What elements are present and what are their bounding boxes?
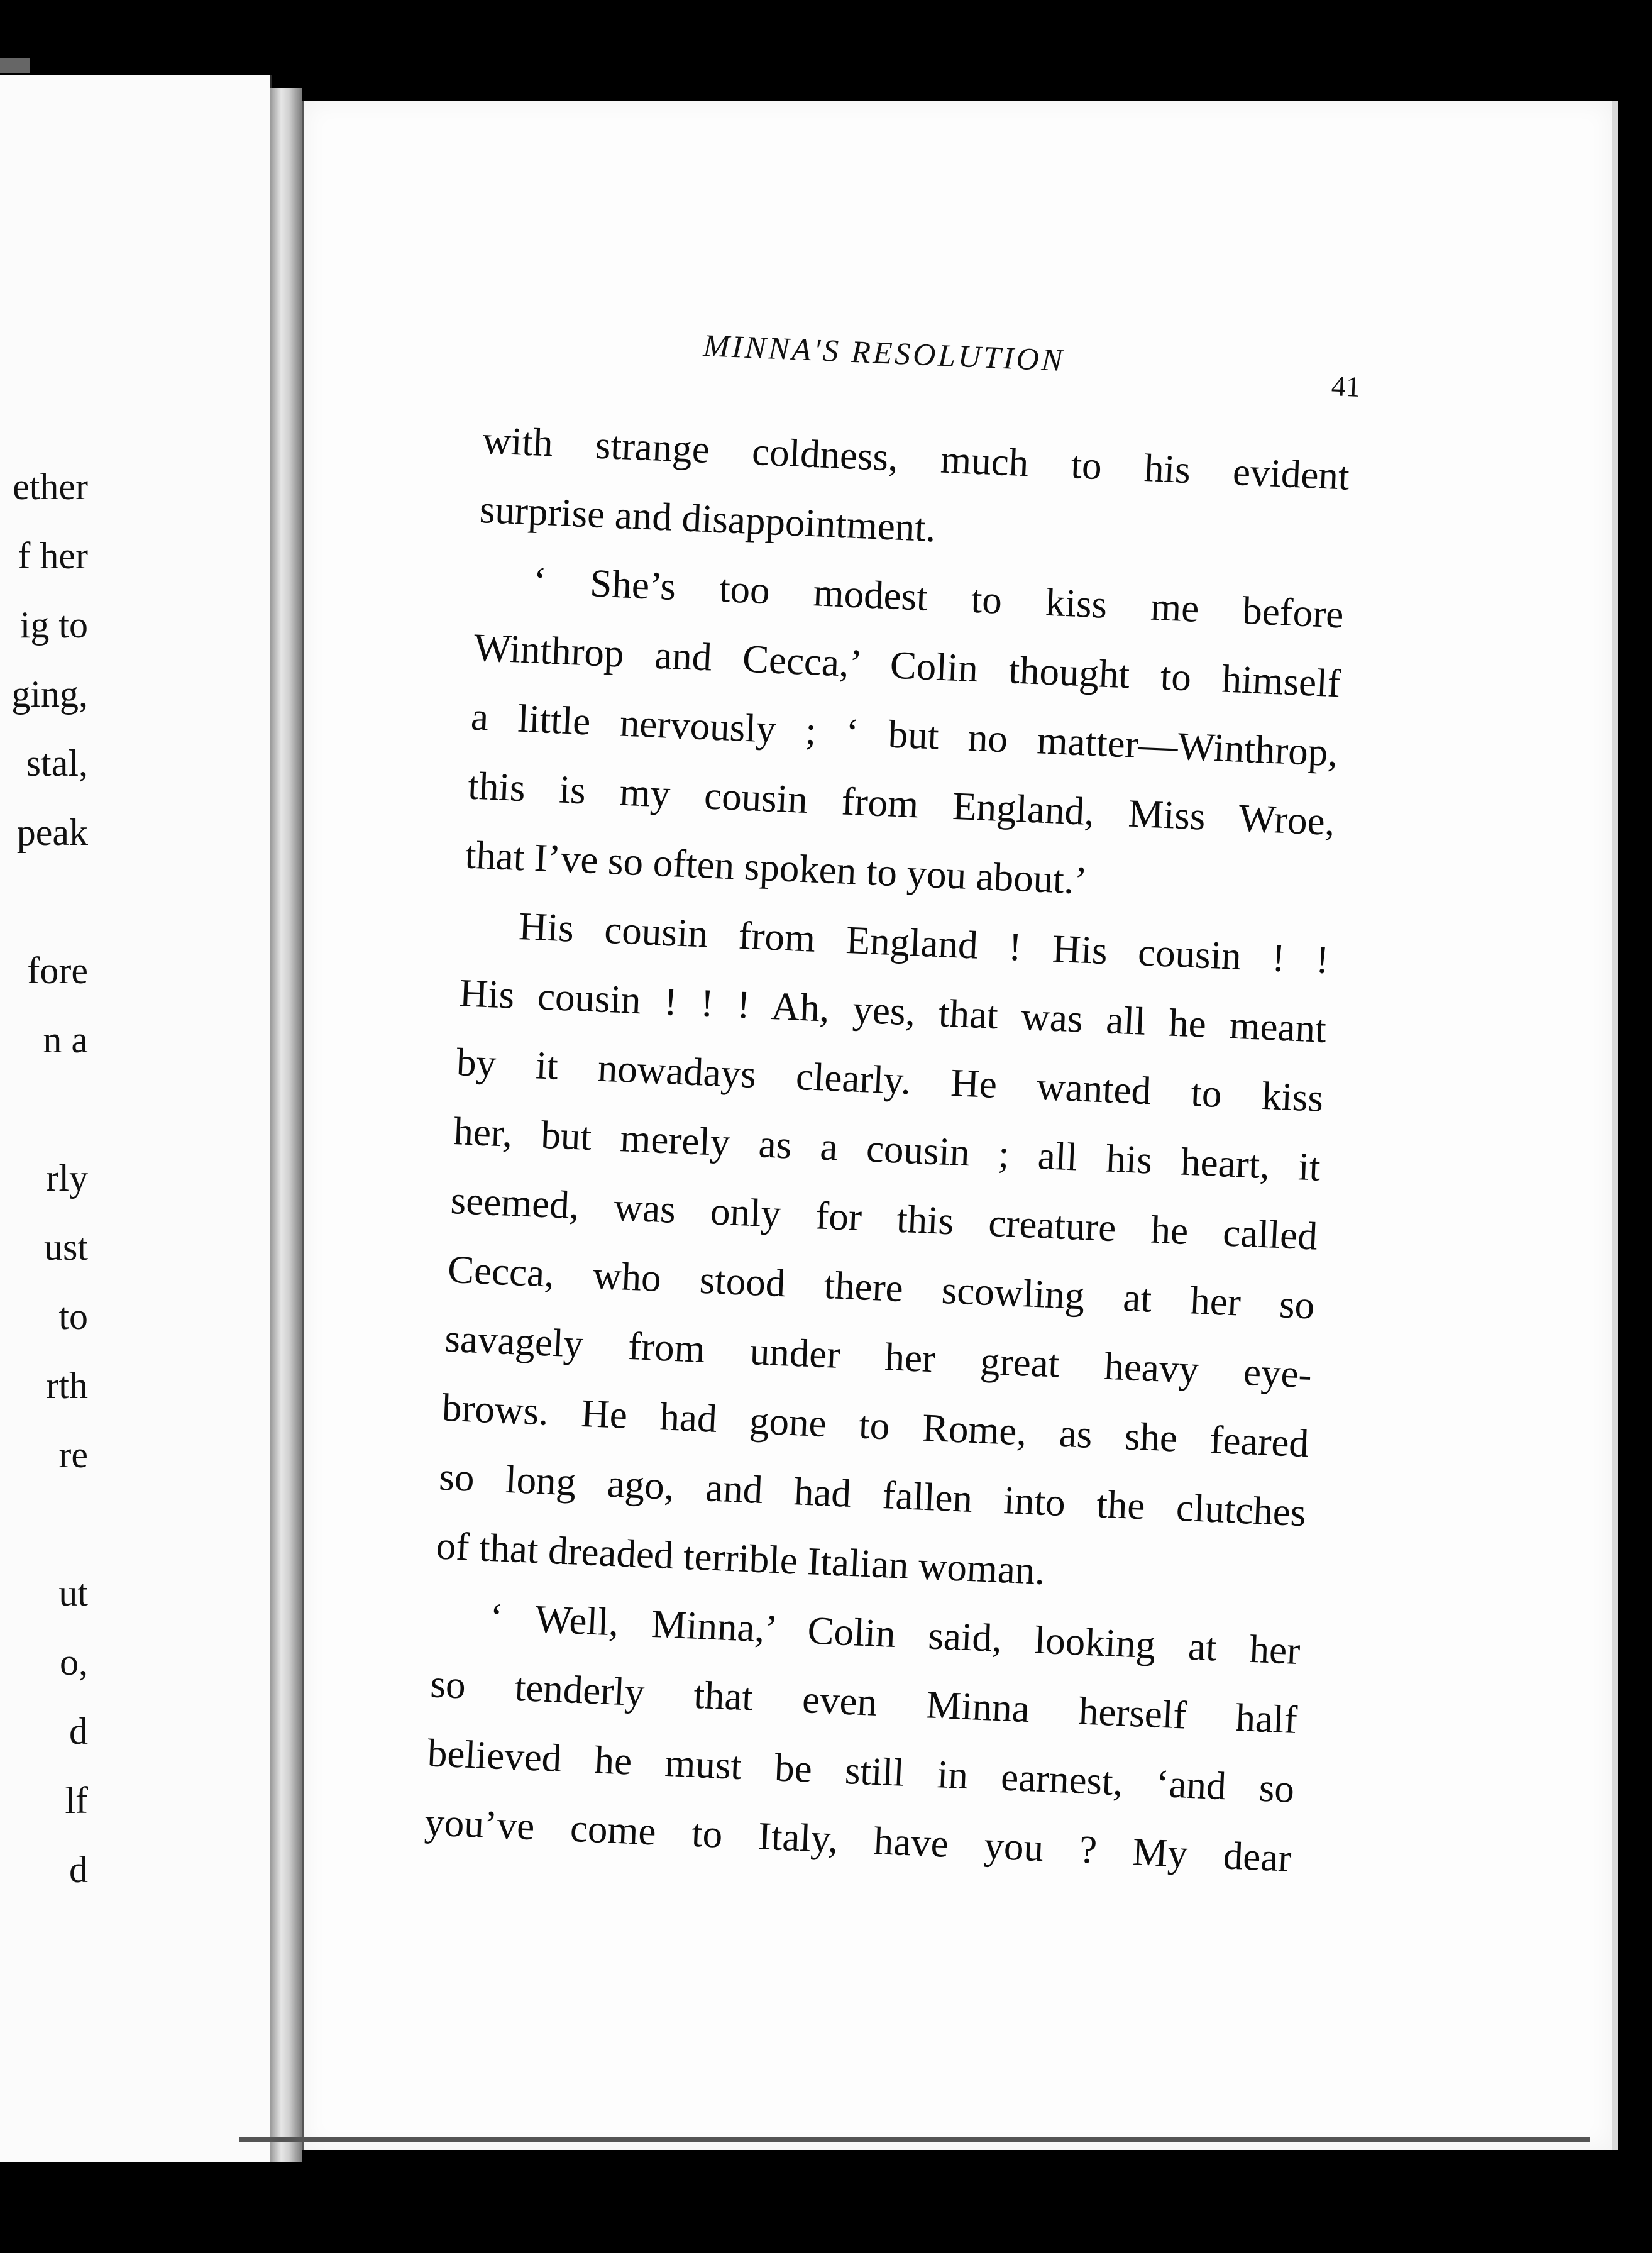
text-line: His cousin from England ! His cousin ! !: [517, 904, 1330, 983]
left-fragment: d: [69, 1849, 88, 1890]
left-fragment: ig to: [19, 604, 88, 646]
page-bottom-edge: [239, 2137, 1590, 2142]
scan-corner-mark: [0, 58, 30, 73]
text-line: brows. He had gone to Rome, as she feared: [441, 1385, 1310, 1466]
text-line: this is my cousin from England, Miss Wroe,: [467, 763, 1336, 844]
body-text: [423, 405, 1351, 1893]
text-line: so long ago, and had fallen into the clutches: [438, 1454, 1307, 1535]
left-fragment: ust: [43, 1226, 88, 1268]
left-fragment: f her: [18, 535, 88, 576]
book-gutter: [270, 88, 302, 2162]
left-fragment: ging,: [11, 673, 88, 715]
running-head: MINNA'S RESOLUTION: [702, 327, 1066, 378]
left-fragment: ether: [13, 466, 88, 507]
text-line: surprise and disappointment.: [478, 487, 937, 551]
left-fragment: peak: [16, 812, 88, 853]
left-fragment: o,: [60, 1641, 88, 1683]
left-fragment: ut: [58, 1572, 88, 1614]
text-line: her, but merely as a cousin ; all his heart, it: [453, 1109, 1321, 1189]
left-fragment: n a: [43, 1019, 88, 1060]
left-fragment: lf: [65, 1780, 88, 1821]
text-line: Winthrop and Cecca,’ Colin thought to himself: [473, 625, 1342, 706]
text-line: with strange coldness, much to his evident: [482, 417, 1350, 499]
left-fragment: rth: [46, 1365, 88, 1406]
text-line: believed he must be still in earnest, ‘and so: [426, 1731, 1296, 1811]
text-line: seemed, was only for this creature he called: [449, 1177, 1319, 1259]
left-fragment: d: [69, 1710, 88, 1752]
text-line: of that dreaded terrible Italian woman.: [435, 1523, 1046, 1593]
left-fragment: fore: [27, 950, 88, 991]
text-line: ‘ She’s too modest to kiss me before: [532, 558, 1345, 637]
left-fragment: stal,: [26, 742, 88, 784]
text-line: you’ve come to Italy, have you ? My dear: [424, 1800, 1292, 1880]
left-fragment: re: [58, 1434, 88, 1475]
text-line: so tenderly that even Minna herself half: [429, 1661, 1299, 1742]
text-line: Cecca, who stood there scowling at her so: [446, 1247, 1316, 1328]
page-number: 41: [1330, 370, 1362, 403]
text-line: a little nervously ; ‘ but no matter—Winthrop,: [470, 694, 1339, 775]
text-line: savagely from under her great heavy eye-: [444, 1316, 1313, 1397]
left-page: [0, 75, 272, 2162]
left-fragment: to: [58, 1296, 88, 1337]
text-line: His cousin ! ! ! Ah, yes, that was all he meant: [458, 971, 1328, 1051]
text-line: by it nowadays clearly. He wanted to kiss: [455, 1040, 1324, 1120]
text-line: ‘ Well, Minna,’ Colin said, looking at her: [488, 1595, 1301, 1673]
text-line: that I’ve so often spoken to you about.’: [464, 832, 1088, 903]
left-fragment: rly: [46, 1157, 88, 1199]
